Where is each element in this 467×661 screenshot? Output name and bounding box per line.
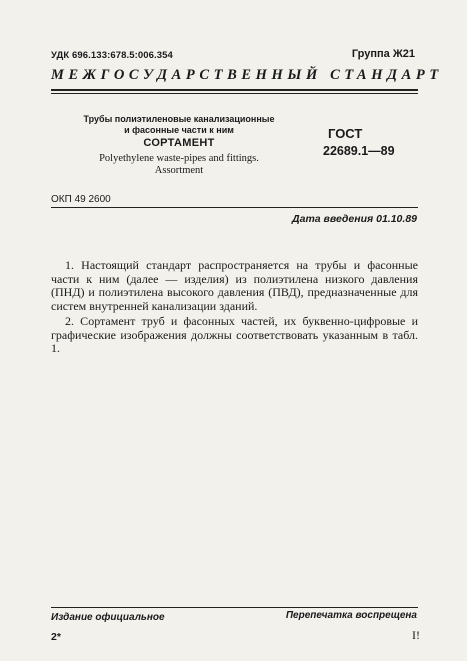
title-russian-line-1: Трубы полиэтиленовые канализационные [83,114,275,124]
gost-number: 22689.1—89 [323,144,395,158]
header-rule [51,89,418,91]
title-english-line-2: Assortment [154,165,204,176]
signature-mark: 2* [51,631,61,643]
title-english [66,153,292,177]
date-of-introduction: Дата введения 01.10.89 [292,213,417,225]
page-number: I! [412,628,420,642]
okp-rule [51,207,418,208]
official-edition-label: Издание официальное [51,612,165,623]
title-sortament: СОРТАМЕНТ [143,137,215,149]
document-body [51,259,418,358]
paragraph-2: 2. Сортамент труб и фасонных частей, их буквенно-цифровые и графические изображения должны соответствовать указанным в табл. 1. [51,314,418,355]
footer-rule [51,607,418,608]
reprint-prohibited-label: Перепечатка воспрещена [285,610,417,621]
okp-code: ОКП 49 2600 [51,194,111,205]
header-rule-thin [51,93,418,94]
gost-label: ГОСТ [328,126,363,141]
title-russian-line-2: и фасонные части к ним [124,125,234,135]
group-code: Группа Ж21 [351,48,415,60]
interstate-standard-heading: МЕЖГОСУДАРСТВЕННЫЙ СТАНДАРТ [51,67,443,83]
udk-code: УДК 696.133:678.5:006.354 [51,50,173,61]
title-english-line-1: Polyethylene waste-pipes and fittings. [99,153,259,164]
title-russian [66,114,292,136]
paragraph-1: 1. Настоящий стандарт распространяется на трубы и фасонные части к ним (далее — изделия) из полиэтилена низкого давления (ПНД) и полиэтилена высокого давления (ПВД), предназначенные для систем внутренней канализации зданий. [51,258,418,313]
